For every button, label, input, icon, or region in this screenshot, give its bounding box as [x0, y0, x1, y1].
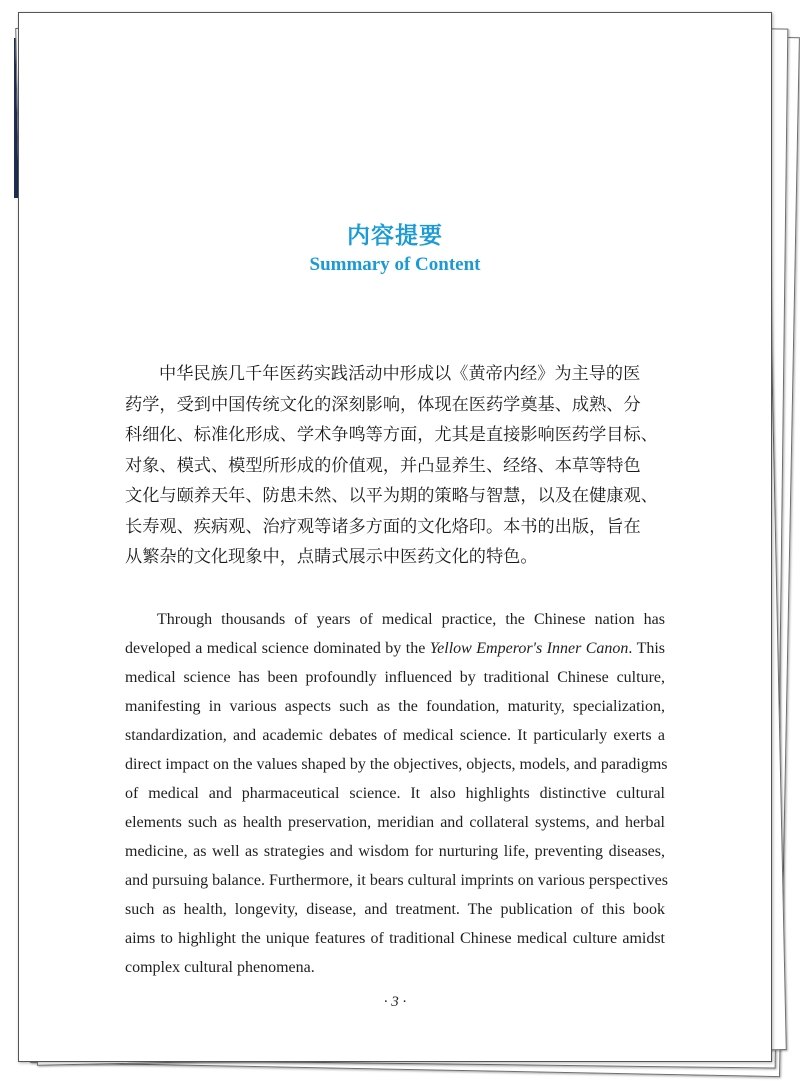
- text-line: manifesting in various aspects such as the foundation, maturity, specialization,: [125, 698, 665, 715]
- text-line: 文化与颐养天年、防患未然、以平为期的策略与智慧，以及在健康观、: [125, 486, 658, 506]
- book-page: [18, 12, 772, 1062]
- book-title-italic: Yellow Emperor's Inner Canon: [429, 640, 629, 657]
- text-line: Through thousands of years of medical practice, the Chinese nation has: [157, 611, 665, 628]
- page-title-english: Summary of Content: [309, 254, 481, 275]
- text-run: developed a medical science dominated by the: [125, 640, 430, 657]
- text-line: direct impact on the values shaped by the objectives, objects, models, and paradigms: [125, 756, 668, 773]
- text-line: 药学，受到中国传统文化的深刻影响，体现在医药学奠基、成熟、分: [125, 394, 641, 415]
- summary-paragraph-english: [125, 605, 668, 982]
- text-line: complex cultural phenomena.: [125, 959, 315, 976]
- text-line: 对象、模式、模型所形成的价值观，并凸显养生、经络、本草等特色: [125, 455, 641, 476]
- text-run: . This: [628, 640, 666, 657]
- text-line: standardization, and academic debates of medical science. It particularly exerts a: [125, 727, 665, 744]
- text-line: medicine, as well as strategies and wisdom for nurturing life, preventing diseases,: [125, 843, 665, 860]
- text-line: 长寿观、疾病观、治疗观等诸多方面的文化烙印。本书的出版，旨在: [125, 516, 641, 537]
- summary-paragraph-chinese: [125, 359, 667, 573]
- text-line: aims to highlight the unique features of traditional Chinese medical culture amidst: [125, 930, 665, 947]
- text-line: of medical and pharmaceutical science. It also highlights distinctive cultural: [125, 785, 665, 802]
- text-line: such as health, longevity, disease, and treatment. The publication of this book: [125, 901, 665, 918]
- text-line: [125, 634, 665, 663]
- text-line: 中华民族几千年医药实践活动中形成以《黄帝内经》为主导的医: [159, 364, 641, 384]
- page-title-chinese: 内容提要: [347, 223, 443, 249]
- page-number: · 3 ·: [383, 994, 407, 1010]
- text-line: elements such as health preservation, meridian and collateral systems, and herbal: [125, 814, 665, 831]
- text-line: 科细化、标准化形成、学术争鸣等方面，尤其是直接影响医药学目标、: [125, 425, 658, 445]
- text-line: and pursuing balance. Furthermore, it bears cultural imprints on various perspectives: [125, 872, 668, 889]
- text-line: medical science has been profoundly influenced by traditional Chinese culture,: [125, 669, 665, 686]
- text-line: 从繁杂的文化现象中，点睛式展示中医药文化的特色。: [125, 547, 538, 567]
